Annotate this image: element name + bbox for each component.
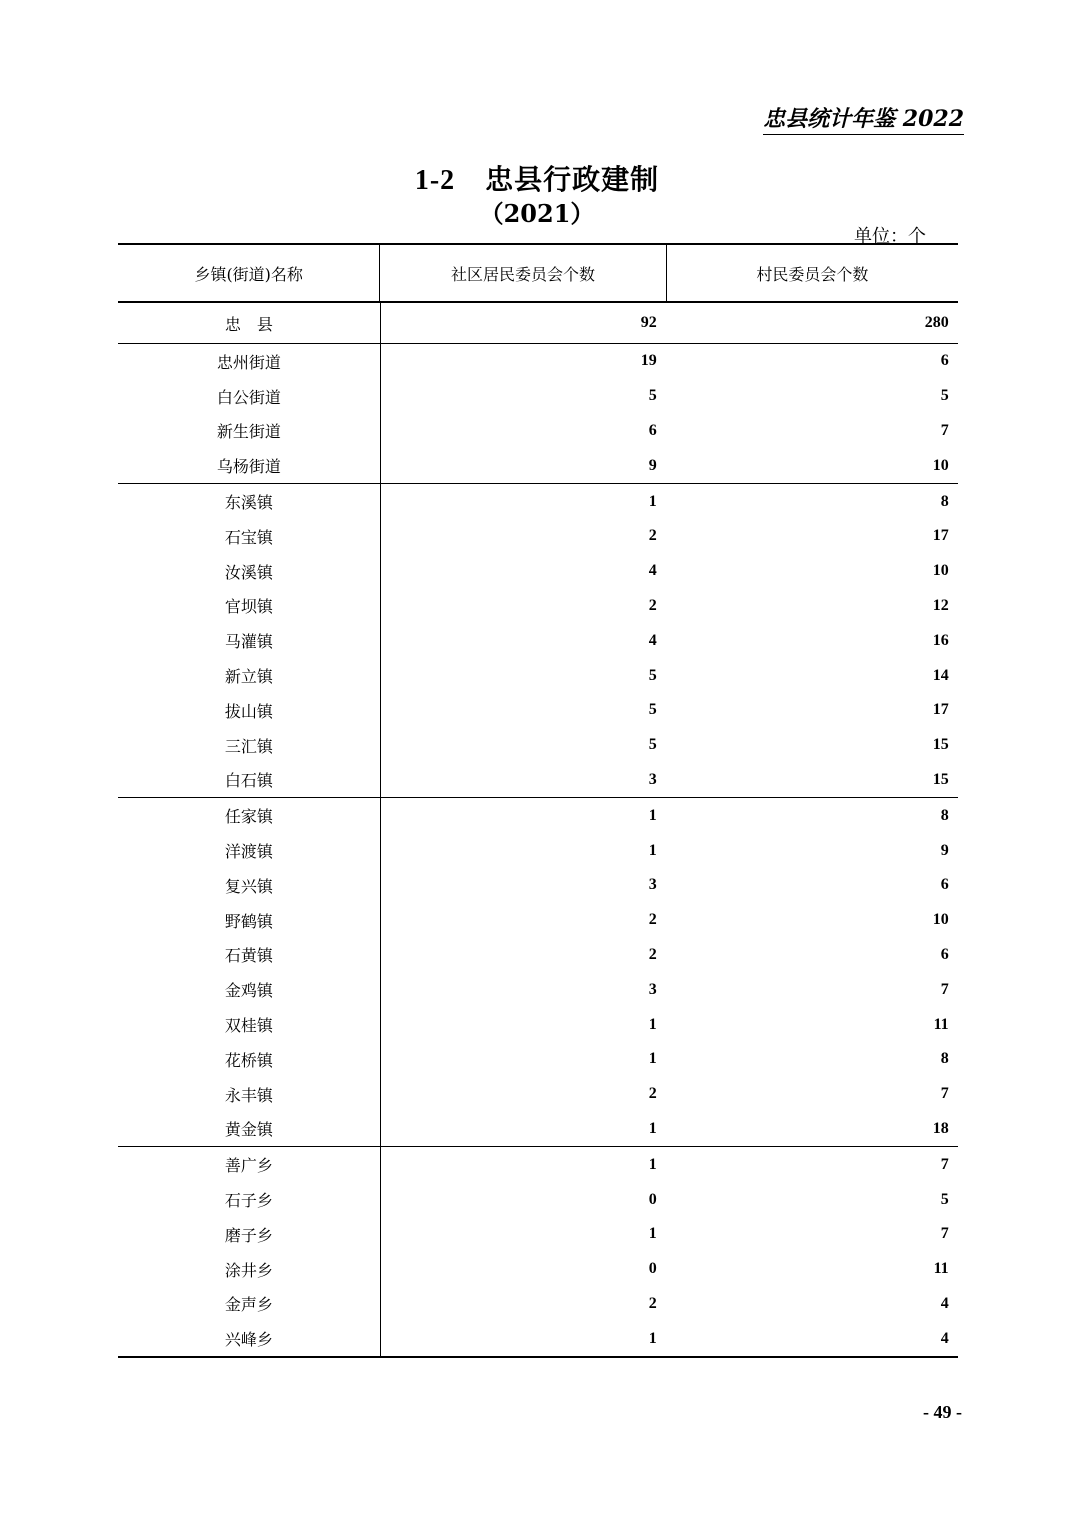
community-count: 5 [648, 701, 657, 719]
village-count: 15 [932, 770, 949, 788]
row-name: 任家镇 [224, 807, 273, 827]
running-head: 忠县统计年鉴 2022 [763, 102, 964, 135]
community-count: 3 [648, 770, 657, 788]
header-village: 村民委员会个数 [666, 245, 958, 301]
community-count: 2 [648, 945, 657, 963]
table-header [118, 245, 958, 303]
village-count: 10 [932, 911, 949, 929]
row-group [118, 484, 958, 798]
community-count: 3 [648, 876, 657, 894]
community-count: 2 [648, 911, 657, 929]
header-community: 社区居民委员会个数 [379, 245, 665, 301]
table-row [381, 554, 958, 589]
community-count: 0 [648, 1260, 657, 1278]
values-column [380, 798, 958, 1146]
village-count: 10 [932, 456, 949, 474]
table-row [381, 303, 958, 343]
name-column [118, 303, 380, 343]
table-row [381, 693, 958, 728]
row-name: 三汇镇 [224, 736, 273, 756]
values-column [380, 1147, 958, 1356]
community-count: 19 [640, 352, 657, 370]
table-row [381, 1112, 958, 1147]
statistics-table [118, 243, 958, 1358]
row-name: 新立镇 [224, 667, 273, 687]
table-row [381, 519, 958, 554]
row-name: 官坝镇 [224, 597, 273, 617]
row-name: 忠 县 [224, 314, 273, 334]
row-name: 永丰镇 [224, 1085, 273, 1105]
table-row [381, 938, 958, 973]
row-name: 兴峰乡 [224, 1330, 273, 1350]
row-name: 野鹤镇 [224, 911, 273, 931]
table-row [381, 1042, 958, 1077]
row-group [118, 1147, 958, 1356]
village-count: 4 [940, 1329, 949, 1347]
row-name: 金鸡镇 [224, 981, 273, 1001]
row-name: 花桥镇 [224, 1050, 273, 1070]
village-count: 10 [932, 562, 949, 580]
row-name: 忠州街道 [216, 352, 281, 372]
unit-label: 单位：个 [854, 226, 926, 247]
row-name: 涂井乡 [224, 1260, 273, 1280]
village-count: 16 [932, 631, 949, 649]
table-row [381, 903, 958, 938]
community-count: 2 [648, 1294, 657, 1312]
row-name: 复兴镇 [224, 876, 273, 896]
table-row [381, 623, 958, 658]
village-count: 5 [940, 387, 949, 405]
table-row [381, 658, 958, 693]
community-count: 1 [648, 1329, 657, 1347]
village-count: 5 [940, 1190, 949, 1208]
table-row [381, 344, 958, 379]
community-count: 2 [648, 596, 657, 614]
row-name: 洋渡镇 [224, 842, 273, 862]
community-count: 5 [648, 736, 657, 754]
row-name: 东溪镇 [224, 493, 273, 513]
row-name: 金声乡 [224, 1295, 273, 1315]
village-count: 6 [940, 876, 949, 894]
table-row [381, 1077, 958, 1112]
table-row [381, 728, 958, 763]
table-body [118, 303, 958, 1356]
table-row [381, 763, 958, 798]
row-name: 乌杨街道 [216, 457, 281, 477]
village-count: 8 [940, 1050, 949, 1068]
table-row [381, 379, 958, 414]
table-row [381, 1287, 958, 1322]
name-column [118, 484, 380, 797]
community-count: 5 [648, 666, 657, 684]
page-number: - 49 - [923, 1402, 962, 1422]
community-count: 1 [648, 841, 657, 859]
village-count: 8 [940, 806, 949, 824]
table-row [381, 1147, 958, 1182]
village-count: 7 [940, 980, 949, 998]
table-row [381, 868, 958, 903]
table-row [381, 972, 958, 1007]
values-column [380, 303, 958, 343]
community-count: 3 [648, 980, 657, 998]
village-count: 17 [932, 527, 949, 545]
row-name: 白石镇 [224, 771, 273, 791]
row-name: 双桂镇 [224, 1016, 273, 1036]
values-column [380, 344, 958, 483]
table-title [0, 158, 1074, 198]
community-count: 1 [648, 1119, 657, 1137]
village-count: 8 [940, 492, 949, 510]
table-number: 1-2 [414, 165, 456, 196]
table-row [381, 798, 958, 833]
name-column [118, 1147, 380, 1356]
table-row [381, 484, 958, 519]
row-group [118, 344, 958, 484]
community-count: 1 [648, 806, 657, 824]
community-count: 5 [648, 387, 657, 405]
row-name: 石子乡 [224, 1191, 273, 1211]
table-title-text: 忠县行政建制 [485, 163, 660, 196]
table-row [381, 1252, 958, 1287]
village-count: 7 [940, 1085, 949, 1103]
village-count: 18 [932, 1119, 949, 1137]
table-row [381, 414, 958, 449]
row-name: 石宝镇 [224, 527, 273, 547]
row-name: 白公街道 [216, 387, 281, 407]
community-count: 1 [648, 1050, 657, 1068]
community-count: 9 [648, 456, 657, 474]
table-row [381, 833, 958, 868]
village-count: 15 [932, 736, 949, 754]
village-count: 11 [933, 1015, 949, 1033]
row-name: 黄金镇 [224, 1120, 273, 1140]
village-count: 6 [940, 352, 949, 370]
table-year: （2021） [479, 199, 595, 228]
community-count: 4 [648, 631, 657, 649]
row-name: 拔山镇 [224, 701, 273, 721]
table-row [381, 589, 958, 624]
row-name: 善广乡 [224, 1156, 273, 1176]
total-group [118, 303, 958, 344]
values-column [380, 484, 958, 797]
community-count: 2 [648, 1085, 657, 1103]
row-name: 石黄镇 [224, 946, 273, 966]
name-column [118, 344, 380, 483]
community-count: 1 [648, 1155, 657, 1173]
row-name: 马灌镇 [224, 632, 273, 652]
row-name: 新生街道 [216, 422, 281, 442]
table-row [381, 1007, 958, 1042]
village-count: 12 [932, 596, 949, 614]
table-row [381, 1182, 958, 1217]
village-count: 7 [940, 1155, 949, 1173]
community-count: 6 [648, 421, 657, 439]
community-count: 0 [648, 1190, 657, 1208]
table-row [381, 1321, 958, 1356]
community-count: 1 [648, 1015, 657, 1033]
community-count: 1 [648, 492, 657, 510]
village-count: 7 [940, 1225, 949, 1243]
village-count: 11 [933, 1260, 949, 1278]
header-name: 乡镇(街道)名称 [194, 264, 303, 284]
community-count: 4 [648, 562, 657, 580]
village-count: 6 [940, 945, 949, 963]
table-row [381, 1217, 958, 1252]
village-count: 17 [932, 701, 949, 719]
community-count: 1 [648, 1225, 657, 1243]
community-count: 2 [648, 527, 657, 545]
village-count: 7 [940, 421, 949, 439]
table-row [381, 448, 958, 483]
name-column [118, 798, 380, 1146]
village-count: 14 [932, 666, 949, 684]
row-group [118, 798, 958, 1147]
row-name: 磨子乡 [224, 1225, 273, 1245]
community-count: 92 [640, 314, 657, 331]
village-count: 280 [924, 314, 949, 331]
village-count: 9 [940, 841, 949, 859]
row-name: 汝溪镇 [224, 562, 273, 582]
village-count: 4 [940, 1294, 949, 1312]
